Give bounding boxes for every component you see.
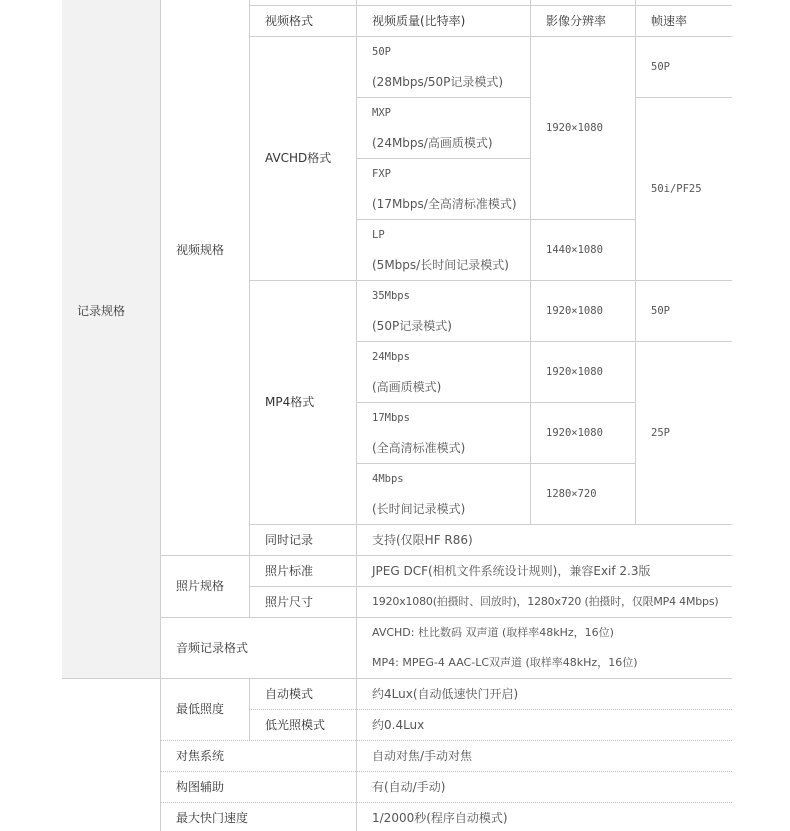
shutter-value: 1/2000秒(程序自动模式) bbox=[372, 811, 508, 825]
photo-size-label: 照片尺寸 bbox=[265, 595, 314, 609]
simul-label: 同时记录 bbox=[265, 533, 314, 547]
comp-value: 有(自动/手动) bbox=[372, 780, 446, 794]
grid-line bbox=[356, 97, 530, 98]
avchd-label: AVCHD格式 bbox=[265, 151, 332, 165]
mp4-row-desc: (50P记录模式) bbox=[372, 319, 452, 333]
grid-line bbox=[635, 97, 732, 98]
grid-line bbox=[249, 280, 732, 281]
simul-value: 支持(仅限HF R86) bbox=[372, 533, 473, 547]
grid-line bbox=[356, 463, 635, 464]
avchd-row-name: MXP bbox=[372, 107, 391, 119]
grid-line bbox=[356, 0, 357, 831]
photo-standard-label: 照片标准 bbox=[265, 564, 314, 578]
illum-label: 最低照度 bbox=[176, 702, 225, 716]
avchd-fps-a: 50P bbox=[651, 61, 670, 73]
grid-line bbox=[160, 0, 161, 831]
mp4-fps-a: 50P bbox=[651, 305, 670, 317]
grid-line bbox=[530, 0, 531, 525]
grid-line bbox=[249, 36, 732, 37]
header-format: 视频格式 bbox=[265, 14, 314, 28]
grid-line bbox=[62, 678, 732, 679]
avchd-row-desc: (17Mbps/全高清标准模式) bbox=[372, 197, 517, 211]
grid-line bbox=[160, 617, 732, 618]
mp4-row-name: 35Mbps bbox=[372, 290, 410, 302]
header-framerate: 帧速率 bbox=[651, 14, 688, 28]
mp4-label: MP4格式 bbox=[265, 395, 315, 409]
grid-line bbox=[249, 709, 732, 710]
mp4-fps-b: 25P bbox=[651, 427, 670, 439]
illum-auto-value: 约4Lux(自动低速快门开启) bbox=[372, 687, 519, 701]
grid-line bbox=[160, 740, 732, 741]
comp-label: 构图辅助 bbox=[176, 780, 225, 794]
rec-label: 记录规格 bbox=[77, 304, 126, 318]
grid-line bbox=[356, 341, 732, 342]
avchd-res-a: 1920×1080 bbox=[546, 122, 603, 134]
illum-low-value: 约0.4Lux bbox=[372, 718, 425, 732]
mp4-row-desc: (全高清标准模式) bbox=[372, 441, 466, 455]
avchd-fps-b: 50i/PF25 bbox=[651, 183, 702, 195]
audio-label: 音频记录格式 bbox=[176, 641, 249, 655]
photo-standard-value: JPEG DCF(相机文件系统设计规则)，兼容Exif 2.3版 bbox=[372, 564, 651, 578]
photo-label: 照片规格 bbox=[176, 579, 225, 593]
mp4-row-name: 17Mbps bbox=[372, 412, 410, 424]
mp4-row-res: 1920×1080 bbox=[546, 366, 603, 378]
avchd-res-b: 1440×1080 bbox=[546, 244, 603, 256]
grid-line bbox=[249, 5, 732, 6]
avchd-row-name: LP bbox=[372, 229, 385, 241]
grid-line bbox=[249, 524, 732, 525]
mp4-row-desc: (长时间记录模式) bbox=[372, 502, 466, 516]
rec-block-bg bbox=[62, 0, 160, 678]
avchd-row-desc: (28Mbps/50P记录模式) bbox=[372, 75, 504, 89]
audio-line1: AVCHD: 杜比数码 双声道 (取样率48kHz，16位) bbox=[372, 626, 614, 639]
shutter-label: 最大快门速度 bbox=[176, 811, 249, 825]
mp4-row-desc: (高画质模式) bbox=[372, 380, 442, 394]
avchd-row-name: FXP bbox=[372, 168, 391, 180]
grid-line bbox=[160, 555, 732, 556]
header-resolution: 影像分辨率 bbox=[546, 14, 607, 28]
grid-line bbox=[356, 402, 635, 403]
grid-line bbox=[635, 0, 636, 525]
mp4-row-res: 1920×1080 bbox=[546, 427, 603, 439]
avchd-row-name: 50P bbox=[372, 46, 391, 58]
header-quality: 视频质量(比特率) bbox=[372, 14, 466, 28]
video-label: 视频规格 bbox=[176, 243, 225, 257]
grid-line bbox=[160, 802, 732, 803]
focus-value: 自动对焦/手动对焦 bbox=[372, 749, 473, 763]
grid-line bbox=[160, 771, 732, 772]
illum-auto-label: 自动模式 bbox=[265, 687, 314, 701]
focus-label: 对焦系统 bbox=[176, 749, 225, 763]
grid-line bbox=[249, 586, 732, 587]
mp4-row-name: 24Mbps bbox=[372, 351, 410, 363]
avchd-row-desc: (5Mbps/长时间记录模式) bbox=[372, 258, 509, 272]
avchd-row-desc: (24Mbps/高画质模式) bbox=[372, 136, 493, 150]
grid-line bbox=[356, 219, 635, 220]
audio-line2: MP4: MPEG-4 AAC-LC双声道 (取样率48kHz，16位) bbox=[372, 656, 638, 669]
mp4-row-name: 4Mbps bbox=[372, 473, 404, 485]
photo-size-value: 1920x1080(拍摄时、回放时)，1280x720 (拍摄时，仅限MP4 4Mbps) bbox=[372, 595, 719, 608]
illum-low-label: 低光照模式 bbox=[265, 718, 326, 732]
mp4-row-res: 1920×1080 bbox=[546, 305, 603, 317]
grid-line bbox=[356, 158, 530, 159]
mp4-row-res: 1280×720 bbox=[546, 488, 597, 500]
